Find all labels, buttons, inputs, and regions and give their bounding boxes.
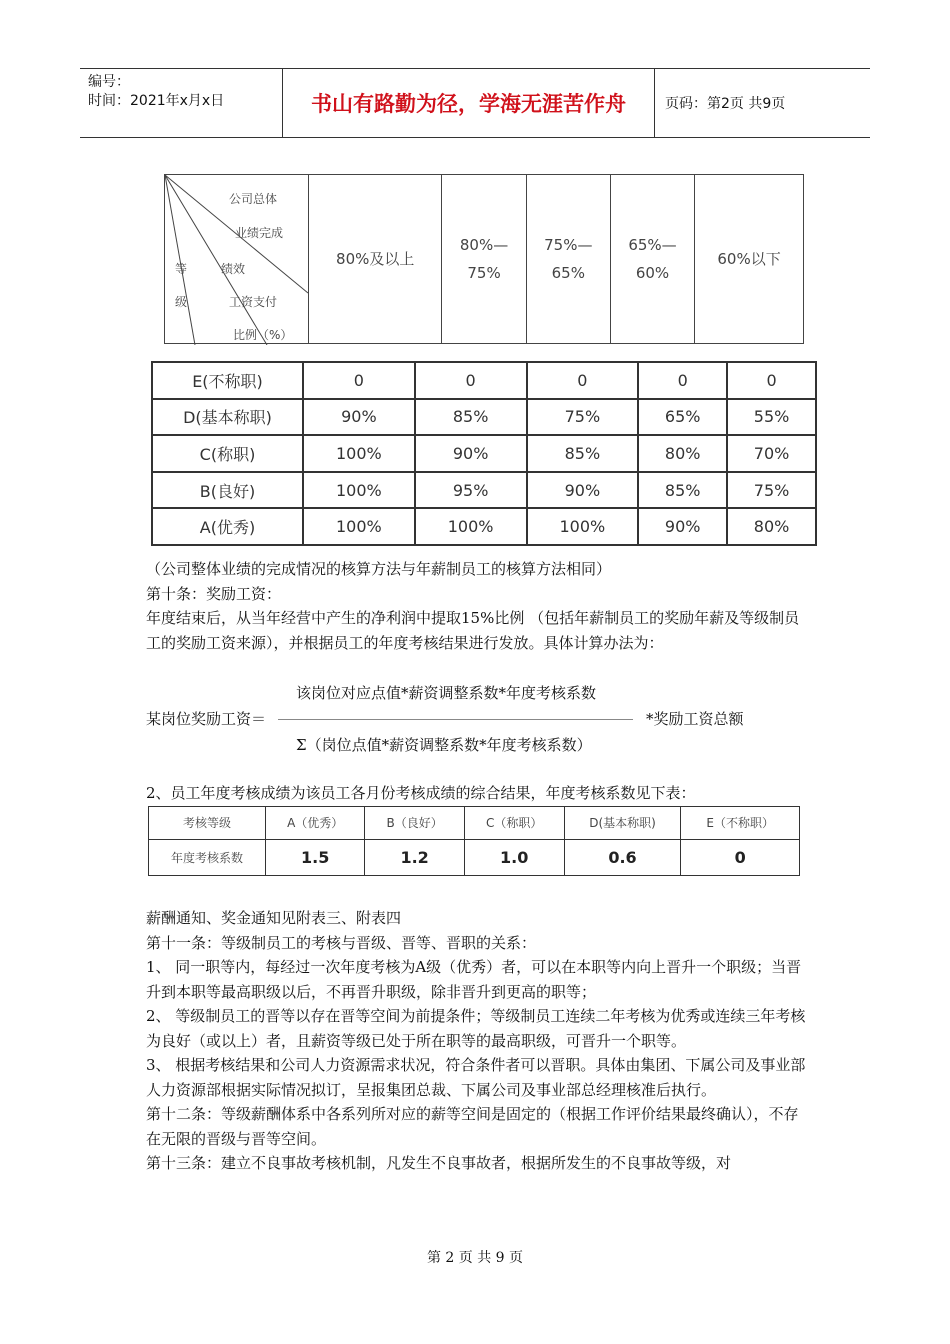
- section-art11-13: [146, 906, 811, 1176]
- grade-cell: B（良好）: [365, 807, 464, 840]
- page-footer: 第 2 页 共 9 页: [426, 1250, 524, 1266]
- art12-text: 第十二条：等级薪酬体系中各系列所对应的薪等空间是固定的（根据工作评价结果最终确认），不存在无限的晋级与晋等空间。: [146, 1105, 799, 1148]
- value-label-cell: 年度考核系数: [149, 839, 266, 875]
- col-header-5: 60%以下: [695, 175, 804, 344]
- item2-text: 2、员工年度考核成绩为该员工各月份考核成绩的综合结果，年度考核系数见下表：: [146, 784, 696, 802]
- header-label-cell: 考核等级: [149, 807, 266, 840]
- value-cell: 100%: [415, 508, 527, 545]
- value-cell: 90%: [527, 472, 639, 509]
- table-row: [152, 435, 816, 472]
- value-cell: 0: [303, 362, 415, 399]
- value-cell: 0: [527, 362, 639, 399]
- diag-label-6: 工资支付: [229, 295, 278, 309]
- grade-cell: C(称职): [152, 435, 303, 472]
- header-motto: 书山有路勤为径，学海无涯苦作舟: [283, 69, 655, 137]
- value-cell: 95%: [415, 472, 527, 509]
- value-cell: 100%: [527, 508, 639, 545]
- table-note: （公司整体业绩的完成情况的核算方法与年薪制员工的核算方法相同）: [146, 560, 612, 578]
- table-row: [152, 508, 816, 545]
- art11-item1: 1、 同一职等内，每经过一次年度考核为A级（优秀）者，可以在本职等内向上晋升一个职级；当晋升到本职等最高职级以后，不再晋升职级，除非晋升到更高的职等；: [146, 958, 802, 1001]
- coef-cell: 1.2: [365, 839, 464, 875]
- bonus-formula: [146, 680, 811, 760]
- fraction-line: [278, 719, 633, 720]
- diag-label-7: 比例（%）: [233, 328, 293, 342]
- grade-cell: D(基本称职): [564, 807, 681, 840]
- value-cell: 100%: [303, 472, 415, 509]
- time-label: 时间：2021年x月x日: [88, 93, 225, 109]
- art11-title: 第十一条：等级制员工的考核与晋级、晋等、晋职的关系：: [146, 933, 537, 952]
- formula-numerator: 该岗位对应点值*薪资调整系数*年度考核系数: [296, 684, 597, 702]
- grade-cell: A（优秀）: [266, 807, 365, 840]
- table-row: [152, 472, 816, 509]
- payment-ratio-table: [151, 361, 817, 546]
- value-cell: 85%: [415, 399, 527, 436]
- value-cell: 0: [727, 362, 816, 399]
- art13-text: 第十三条：建立不良事故考核机制，凡发生不良事故者，根据所发生的不良事故等级，对: [146, 1154, 732, 1172]
- page-header: [80, 68, 870, 138]
- grade-cell: E（不称职）: [681, 807, 800, 840]
- diag-label-4: 绩效: [221, 262, 246, 276]
- diag-label-2: 业绩完成: [235, 226, 284, 240]
- grade-cell: D(基本称职): [152, 399, 303, 436]
- grade-cell: A(优秀): [152, 508, 303, 545]
- art11-item3: 3、 根据考核结果和公司人力资源需求状况，符合条件者可以晋职。具体由集团、下属公司及事业部人力资源部根据实际情况拟订，呈报集团总裁、下属公司及事业部总经理核准后执行。: [146, 1056, 806, 1099]
- coef-cell: 1.0: [464, 839, 564, 875]
- art10-body: 年度结束后，从当年经营中产生的净利润中提取15%比例 （包括年薪制员工的奖励年薪及等级制员工的奖励工资来源），并根据员工的年度考核结果进行发放。具体计算办法为：: [146, 609, 800, 652]
- value-cell: 90%: [415, 435, 527, 472]
- coef-cell: 0.6: [564, 839, 681, 875]
- header-page: 页码：第2页 共9页: [665, 96, 786, 112]
- value-cell: 80%: [638, 435, 727, 472]
- col-header-3: 75%— 65%: [526, 175, 610, 344]
- diag-label-1: 公司总体: [229, 192, 278, 206]
- notice-text: 薪酬通知、奖金通知见附表三、附表四: [146, 909, 402, 927]
- header-meta: [80, 69, 283, 137]
- value-cell: 75%: [527, 399, 639, 436]
- grade-cell: B(良好): [152, 472, 303, 509]
- annual-coefficient-table: [148, 806, 800, 876]
- formula-denominator: Σ（岗位点值*薪资调整系数*年度考核系数）: [296, 736, 592, 754]
- code-label: 编号：: [88, 74, 130, 90]
- art11-item2: 2、 等级制员工的晋等以存在晋等空间为前提条件；等级制员工连续二年考核为优秀或连续三年考核为良好（或以上）者，且薪资等级已处于所在职等的最高职级，可晋升一个职等。: [146, 1007, 806, 1050]
- value-cell: 100%: [303, 435, 415, 472]
- formula-rhs: *奖励工资总额: [646, 710, 744, 728]
- value-cell: 75%: [727, 472, 816, 509]
- table-row: [152, 399, 816, 436]
- formula-lhs: 某岗位奖励工资＝: [146, 710, 267, 728]
- art10-title: 第十条：奖励工资：: [146, 584, 282, 603]
- col-header-4: 65%— 60%: [610, 175, 694, 344]
- value-cell: 100%: [303, 508, 415, 545]
- value-cell: 90%: [638, 508, 727, 545]
- value-cell: 55%: [727, 399, 816, 436]
- col-header-2: 80%— 75%: [442, 175, 526, 344]
- table-row: [152, 362, 816, 399]
- performance-header-table: [164, 174, 804, 344]
- value-cell: 65%: [638, 399, 727, 436]
- value-cell: 90%: [303, 399, 415, 436]
- diagonal-header-cell: [165, 175, 309, 344]
- value-cell: 70%: [727, 435, 816, 472]
- value-cell: 0: [638, 362, 727, 399]
- diag-label-5: 级: [175, 295, 188, 309]
- grade-cell: E(不称职): [152, 362, 303, 399]
- diag-label-3: 等: [175, 262, 188, 276]
- value-cell: 0: [415, 362, 527, 399]
- grade-cell: C（称职）: [464, 807, 564, 840]
- table-row: [149, 839, 800, 875]
- table-row: [149, 807, 800, 840]
- value-cell: 85%: [638, 472, 727, 509]
- section-art10: [146, 557, 811, 655]
- col-header-1: 80%及以上: [309, 175, 442, 344]
- value-cell: 85%: [527, 435, 639, 472]
- coef-cell: 1.5: [266, 839, 365, 875]
- coef-cell: 0: [681, 839, 800, 875]
- value-cell: 80%: [727, 508, 816, 545]
